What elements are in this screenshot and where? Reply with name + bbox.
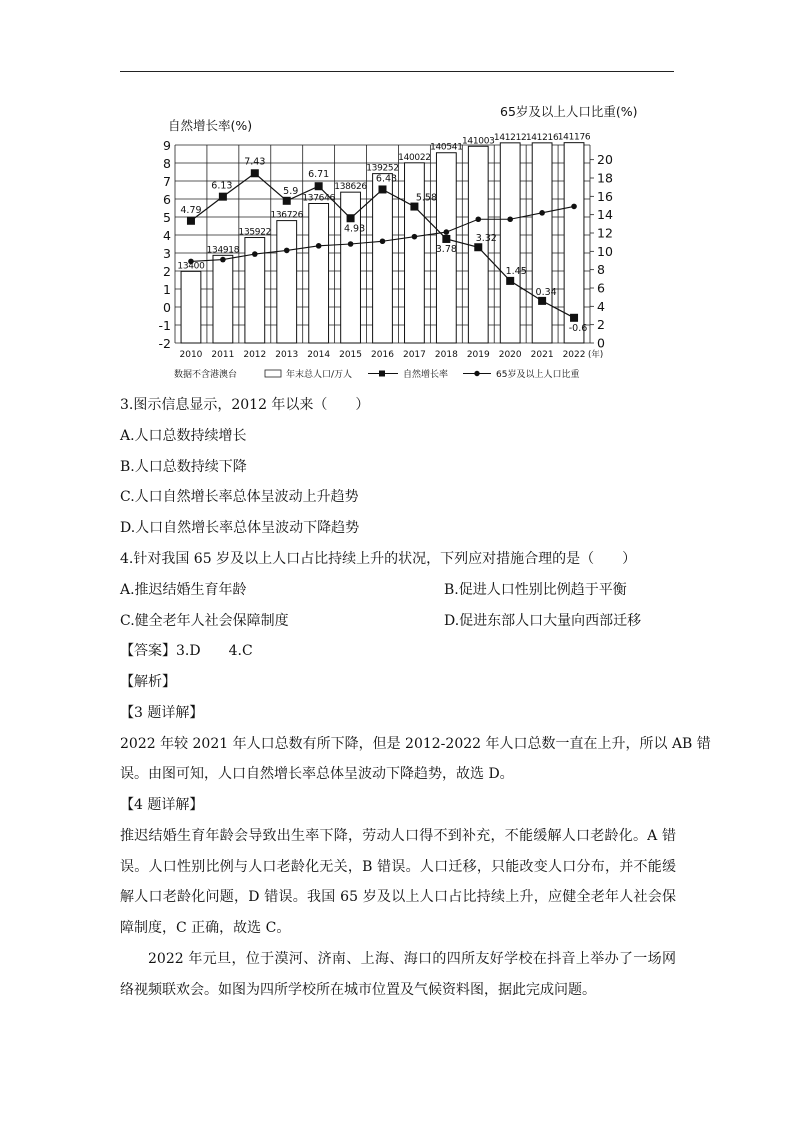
population-bar: [500, 143, 520, 343]
x-tick-label: 2018: [434, 350, 458, 360]
q3-option-d[interactable]: D.人口自然增长率总体呈波动下降趋势: [120, 520, 360, 536]
elderly-share-point: [220, 257, 226, 263]
legend-square-label: 自然增长率: [403, 370, 449, 380]
natural-growth-point: [506, 277, 514, 285]
left-tick-label: -1: [158, 318, 171, 333]
x-tick-label: 2013: [275, 350, 299, 360]
elderly-share-point: [252, 251, 258, 257]
population-bar-label: 141212: [493, 132, 527, 143]
population-bar: [373, 174, 393, 343]
q4-option-a[interactable]: A.推迟结婚生育年龄: [120, 582, 247, 598]
legend-dot-label: 65岁及以上人口比重: [496, 370, 580, 380]
population-bar: [532, 143, 552, 343]
population-bar-label: 136726: [270, 210, 304, 221]
q3-detail-line-1: 2022 年较 2021 年人口总数有所下降，但是 2012-2022 年人口总数一直在上升，所以 AB 错: [120, 736, 711, 752]
x-tick-label: 2019: [466, 350, 490, 360]
x-tick-label: 2021: [530, 350, 554, 360]
legend-dot-marker: [474, 371, 479, 376]
natural-growth-point: [219, 193, 227, 201]
natural-growth-label: 0.34: [535, 286, 557, 298]
elderly-share-point: [507, 216, 513, 222]
natural-growth-label: 7.43: [244, 156, 266, 168]
natural-growth-label: 1.45: [505, 265, 527, 277]
natural-growth-label: 4.93: [343, 223, 366, 235]
left-tick-label: 6: [163, 192, 171, 207]
population-bar-label: 137646: [302, 193, 335, 204]
population-bar: [213, 255, 233, 343]
q4-detail-title: 【4 题详解】: [120, 797, 204, 813]
natural-growth-point: [283, 197, 291, 205]
left-tick-label: 1: [163, 282, 171, 297]
natural-growth-label: 5.9: [283, 185, 299, 197]
natural-growth-label: 5.58: [415, 192, 438, 204]
q4-option-b[interactable]: B.促进人口性别比例趋于平衡: [444, 582, 627, 598]
population-bar-label: 13400: [177, 261, 205, 272]
population-bar: [309, 204, 329, 344]
q4-option-c[interactable]: C.健全老年人社会保障制度: [120, 613, 289, 629]
elderly-share-point: [284, 248, 290, 254]
population-bar-label: 141216: [525, 132, 559, 143]
legend-bar-label: 年末总人口/万人: [286, 370, 353, 380]
natural-growth-label: 3.32: [475, 233, 497, 245]
population-bar: [405, 163, 425, 343]
natural-growth-point: [474, 243, 482, 251]
population-bar-label: 138626: [334, 182, 367, 193]
x-tick-label: 2012: [243, 350, 267, 360]
left-tick-label: 3: [163, 246, 171, 261]
left-tick-label: 0: [163, 300, 171, 315]
left-tick-label: 5: [163, 210, 171, 225]
elderly-share-point: [348, 241, 354, 247]
right-tick-label: 10: [597, 243, 613, 259]
natural-growth-point: [442, 235, 450, 243]
elderly-share-point: [412, 234, 418, 240]
x-tick-label: 2011: [211, 350, 235, 360]
x-tick-label: 2020: [498, 350, 522, 360]
answer-line: 【答案】3.D 4.C: [120, 643, 253, 659]
population-bar-label: 139252: [366, 163, 399, 174]
natural-growth-label: 6.71: [308, 169, 330, 181]
x-tick-label: 2014: [307, 350, 331, 360]
x-tick-label: 2022: [562, 350, 586, 360]
q3-detail-line-2: 误。由图可知，人口自然增长率总体呈波动下降趋势，故选 D。: [120, 766, 514, 782]
x-tick-label: 2017: [402, 350, 426, 360]
natural-growth-point: [570, 314, 578, 322]
right-tick-label: 20: [597, 152, 613, 168]
population-bar-label: 141003: [461, 136, 495, 147]
natural-growth-point: [538, 297, 546, 305]
left-tick-label: 2: [163, 264, 171, 279]
right-tick-label: 0: [597, 335, 605, 351]
right-tick-label: 12: [597, 225, 613, 241]
header-rule: [120, 71, 674, 72]
right-axis-title: 65岁及以上人口比重(%): [500, 104, 638, 119]
population-bar-label: 134918: [206, 245, 240, 256]
legend-note: 数据不含港澳台: [174, 370, 238, 380]
left-tick-label: 7: [163, 174, 171, 189]
q3-detail-title: 【3 题详解】: [120, 705, 204, 721]
right-tick-label: 6: [597, 280, 605, 296]
natural-growth-point: [379, 185, 387, 193]
population-bar-label: 141176: [557, 132, 591, 143]
elderly-share-point: [444, 229, 450, 235]
elderly-share-point: [475, 216, 481, 222]
right-tick-label: 8: [597, 262, 605, 278]
population-bar-label: 140541: [430, 142, 463, 153]
legend-square-marker: [379, 371, 385, 377]
q3-stem: 3.图示信息显示，2012 年以来（ ）: [120, 397, 370, 413]
x-tick-label: 2016: [371, 350, 394, 360]
elderly-share-point: [539, 210, 545, 216]
left-tick-label: -2: [158, 336, 171, 351]
next-question-intro: 2022 年元旦，位于漠河、济南、上海、海口的四所友好学校在抖音上举办了一场网络视频联欢会。如图为四所学校所在城市位置及气候资料图，据此完成问题。: [120, 951, 676, 998]
left-axis-title: 自然增长率(%): [168, 118, 253, 133]
legend-bar-swatch: [265, 370, 281, 377]
natural-growth-point: [347, 214, 355, 222]
right-tick-label: 16: [597, 188, 613, 204]
q3-option-c[interactable]: C.人口自然增长率总体呈波动上升趋势: [120, 489, 359, 505]
population-bar-label: 140022: [398, 152, 431, 163]
population-bar: [277, 221, 297, 343]
right-tick-label: 2: [597, 317, 605, 333]
q4-detail-text: 推迟结婚生育年龄会导致出生率下降，劳动人口得不到补充，不能缓解人口老龄化。A 错误。人口性别比例与人口老龄化无关，B 错误。人口迁移，只能改变人口分布，并不能缓解人口老龄化问题，D 错误。我国 65 岁及以上人口占比持续上升，应健全老年人社会保障制度，C 正确，故选 C。: [120, 828, 676, 936]
right-tick-label: 14: [597, 207, 613, 223]
elderly-share-point: [380, 238, 386, 244]
analysis-title: 【解析】: [120, 674, 176, 690]
x-tick-label: 2015: [339, 350, 363, 360]
natural-growth-point: [187, 217, 195, 225]
natural-growth-label: 6.43: [375, 173, 398, 185]
natural-growth-point: [410, 203, 418, 211]
q4-option-d[interactable]: D.促进东部人口大量向西部迁移: [444, 613, 642, 629]
left-tick-label: 9: [163, 138, 171, 153]
right-tick-label: 18: [597, 170, 613, 186]
left-tick-label: 8: [163, 156, 171, 171]
elderly-share-point: [571, 204, 577, 210]
natural-growth-label: 3.78: [435, 243, 457, 255]
population-bar: [564, 143, 584, 343]
right-tick-label: 4: [597, 298, 605, 314]
elderly-share-point: [316, 243, 322, 249]
q3-option-b[interactable]: B.人口总数持续下降: [120, 459, 247, 475]
natural-growth-label: 4.79: [180, 204, 202, 216]
population-bar-label: 135922: [238, 227, 272, 238]
natural-growth-label: 6.13: [211, 180, 233, 192]
q3-option-a[interactable]: A.人口总数持续增长: [120, 428, 247, 444]
population-bar: [181, 271, 201, 343]
natural-growth-point: [251, 169, 259, 177]
x-tick-label: 2010: [179, 350, 203, 360]
natural-growth-label: -0.6: [568, 322, 588, 334]
q4-stem: 4.针对我国 65 岁及以上人口占比持续上升的状况，下列应对措施合理的是（ ）: [120, 551, 637, 567]
left-tick-label: 4: [163, 228, 171, 243]
year-unit-label: (年): [588, 350, 604, 360]
population-chart: [160, 98, 650, 388]
natural-growth-point: [315, 182, 323, 190]
